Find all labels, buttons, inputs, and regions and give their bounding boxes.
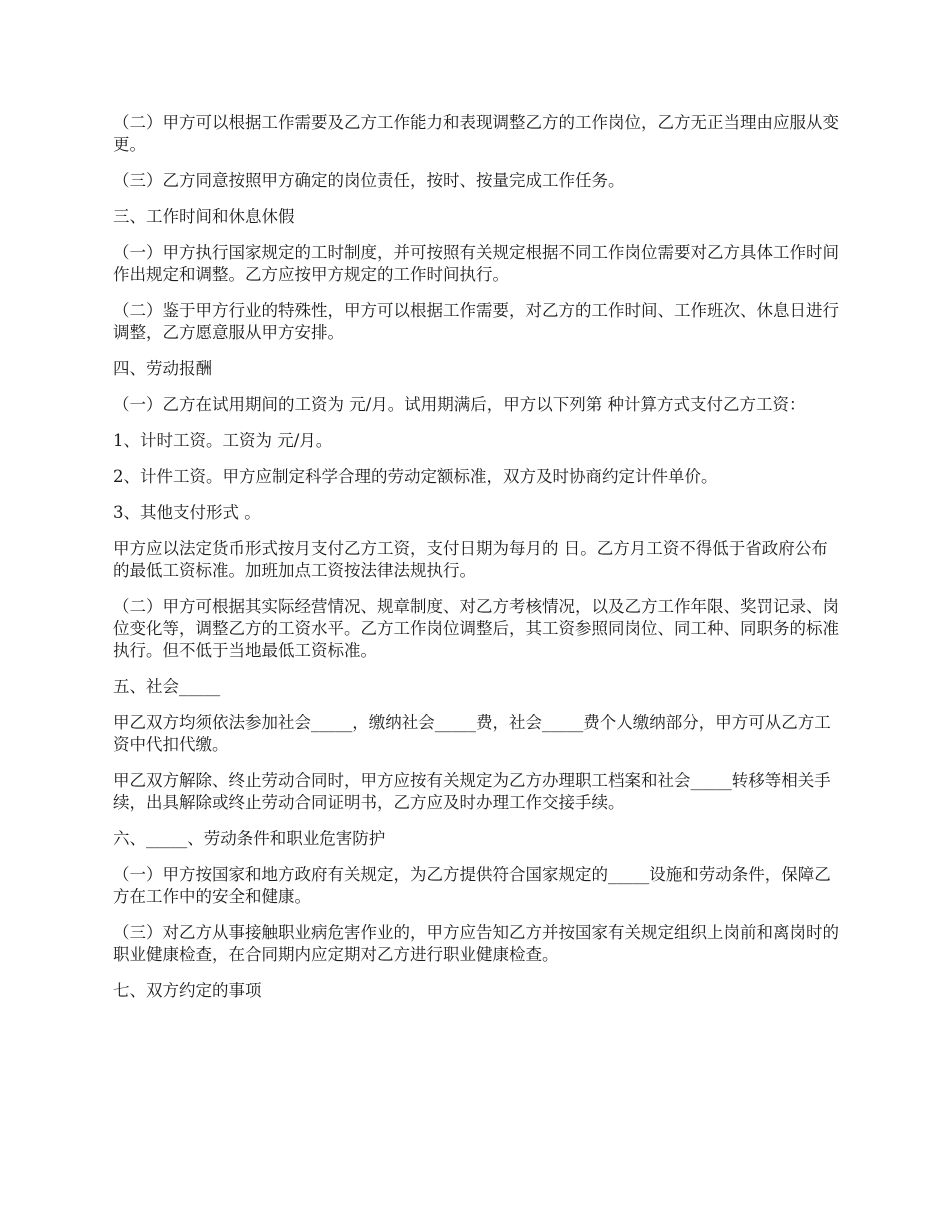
paragraph: （三）对乙方从事接触职业病危害作业的，甲方应告知乙方并按国家有关规定组织上岗前和离岗时的职业健康检查，在合同期内应定期对乙方进行职业健康检查。	[113, 923, 839, 964]
document-body	[113, 112, 840, 1016]
section-heading: 六、_____、劳动条件和职业危害防护	[113, 829, 386, 848]
paragraph: （三）乙方同意按照甲方确定的岗位责任，按时、按量完成工作任务。	[113, 171, 625, 190]
paragraph: 甲乙双方均须依法参加社会_____，缴纳社会_____费，社会_____费个人缴纳部分，甲方可从乙方工资中代扣代缴。	[113, 713, 831, 754]
paragraph: 甲乙双方解除、终止劳动合同时，甲方应按有关规定为乙方办理职工档案和社会_____转移等相关手续，出具解除或终止劳动合同证明书，乙方应及时办理工作交接手续。	[113, 771, 831, 812]
section-heading: 五、社会_____	[113, 677, 221, 696]
paragraph: 3、其他支付形式 。	[113, 503, 261, 522]
paragraph: （二）甲方可根据其实际经营情况、规章制度、对乙方考核情况，以及乙方工作年限、奖罚记录、岗位变化等，调整乙方的工资水平。乙方工作岗位调整后，其工资参照同岗位、同工种、同职务的标准执行。但不低于当地最低工资标准。	[113, 597, 839, 660]
section-heading: 七、双方约定的事项	[113, 981, 262, 1000]
paragraph: 甲方应以法定货币形式按月支付乙方工资，支付日期为每月的 日。乙方月工资不得低于省政府公布的最低工资标准。加班加点工资按法律法规执行。	[113, 539, 828, 580]
paragraph: 2、计件工资。甲方应制定科学合理的劳动定额标准，双方及时协商约定计件单价。	[113, 467, 718, 486]
section-heading: 三、工作时间和休息休假	[113, 207, 295, 226]
paragraph: （二）甲方可以根据工作需要及乙方工作能力和表现调整乙方的工作岗位，乙方无正当理由应服从变更。	[113, 113, 839, 154]
paragraph: （一）甲方执行国家规定的工时制度，并可按照有关规定根据不同工作岗位需要对乙方具体工作时间作出规定和调整。乙方应按甲方规定的工作时间执行。	[113, 243, 839, 284]
paragraph: （一）甲方按国家和地方政府有关规定，为乙方提供符合国家规定的_____设施和劳动条件，保障乙方在工作中的安全和健康。	[113, 865, 831, 906]
section-heading: 四、劳动报酬	[113, 359, 212, 378]
paragraph: 1、计时工资。工资为 元/月。	[113, 431, 333, 450]
paragraph: （一）乙方在试用期间的工资为 元/月。试用期满后，甲方以下列第 种计算方式支付乙方工资：	[113, 395, 806, 414]
paragraph: （二）鉴于甲方行业的特殊性，甲方可以根据工作需要，对乙方的工作时间、工作班次、休息日进行调整，乙方愿意服从甲方安排。	[113, 301, 839, 342]
